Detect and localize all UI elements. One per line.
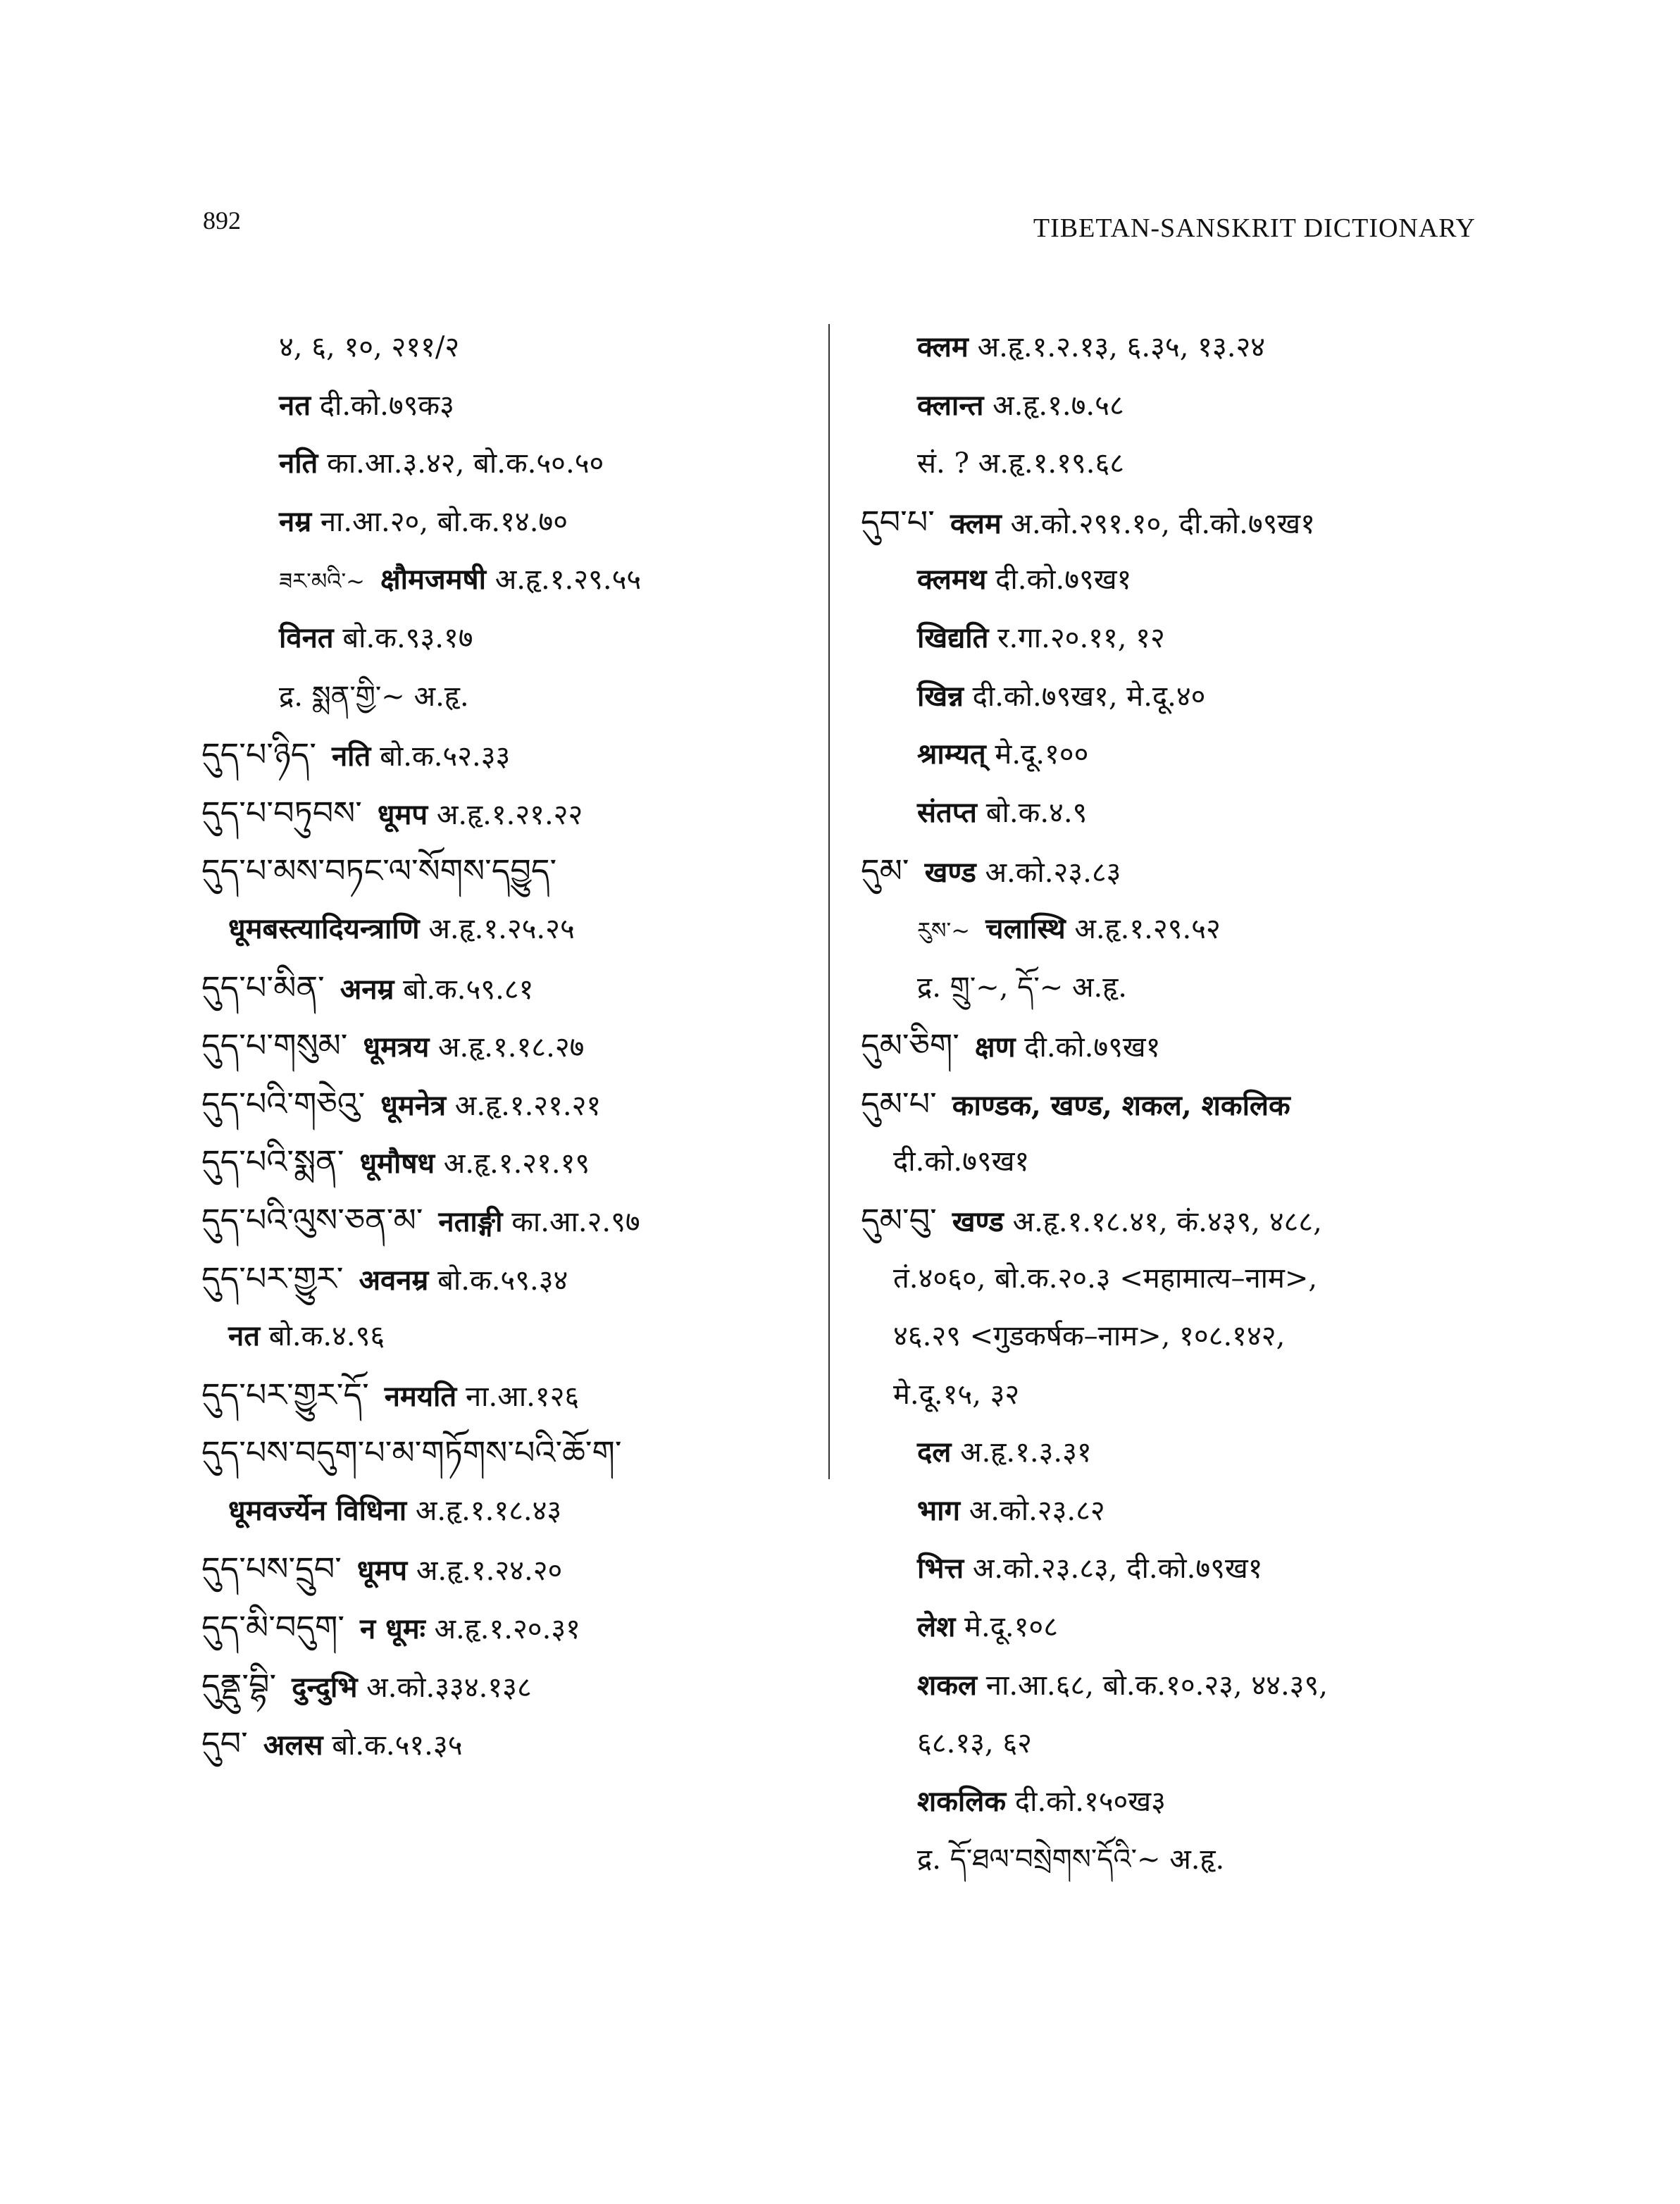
- dictionary-line: [201, 551, 807, 609]
- source-reference: दी.को.७९ख१, मे.दू.४०: [972, 680, 1206, 713]
- source-reference: तं.४०६०, बो.क.२०.३ <महामात्य–नाम>,: [893, 1262, 1318, 1295]
- left-column: [201, 318, 807, 1773]
- dictionary-line: [201, 842, 807, 900]
- sanskrit-equivalent: न धूमः: [360, 1612, 425, 1646]
- source-reference: अ.हृ.१.२.१३, ६.३५, १३.२४: [977, 331, 1266, 363]
- source-reference: द्र. སྨན་གྱི་~ अ.हृ.: [279, 680, 469, 713]
- source-reference: अ.हृ.१.२१.२१: [454, 1089, 602, 1122]
- source-reference: द्र. དོ་ཐལ་བསྲེགས་དོའི་~ अ.हृ.: [917, 1843, 1225, 1876]
- dictionary-line: [861, 726, 1495, 784]
- dictionary-line: [861, 784, 1495, 842]
- dictionary-line: [861, 1482, 1495, 1540]
- source-reference: बो.क.५९.३४: [437, 1264, 568, 1297]
- dictionary-line: [861, 668, 1495, 726]
- sanskrit-equivalent: चलास्थि: [985, 911, 1066, 945]
- sanskrit-equivalent: क्लमथ: [917, 563, 987, 597]
- sanskrit-equivalent: शकल: [917, 1668, 978, 1702]
- source-reference: अ.हृ.१.१८.२७: [438, 1031, 585, 1064]
- source-reference: द्र. གྲུ་~, དོ་~ अ.हृ.: [917, 971, 1127, 1004]
- dictionary-line: [861, 1250, 1495, 1308]
- source-reference: अ.हृ.१.३.३१: [960, 1436, 1092, 1469]
- dictionary-line: [861, 1424, 1495, 1482]
- dictionary-line: [201, 1657, 807, 1715]
- sanskrit-equivalent: लेश: [917, 1610, 956, 1644]
- tibetan-headword: དུད་པ་བཏུབས་: [201, 793, 362, 832]
- source-reference: बो.क.९३.१७: [342, 621, 473, 654]
- dictionary-line: [861, 435, 1495, 493]
- sanskrit-equivalent: काण्डक, खण्ड, शकल, शकलिक: [952, 1088, 1290, 1122]
- tibetan-headword: དུད་པ་མས་བཏང་ལ་སོགས་དབྱུད་: [201, 852, 557, 890]
- column-divider: [828, 324, 830, 1479]
- source-reference: दी.को.१५०ख३: [1014, 1785, 1166, 1818]
- sanskrit-equivalent: नति: [279, 447, 318, 480]
- sanskrit-equivalent: धूमवर्ज्येन विधिना: [228, 1493, 407, 1527]
- sanskrit-equivalent: श्राम्यत्: [917, 737, 986, 771]
- dictionary-line: [861, 959, 1495, 1017]
- sanskrit-equivalent: धूमनेत्र: [380, 1088, 447, 1122]
- tibetan-headword: དུམ་པ་: [861, 1084, 937, 1123]
- sanskrit-equivalent: खण्ड: [952, 1204, 1004, 1238]
- dictionary-line: [201, 1482, 807, 1540]
- sanskrit-equivalent: धूमप: [377, 797, 428, 831]
- sanskrit-equivalent: अनम्र: [340, 972, 394, 1006]
- dictionary-line: [861, 842, 1495, 900]
- source-reference: ४६.२९ <गुडकर्षक–नाम>, १०८.१४२,: [893, 1320, 1286, 1353]
- source-reference: मे.दू.१५, ३२: [893, 1378, 1020, 1411]
- sanskrit-equivalent: शकलिक: [917, 1784, 1007, 1818]
- dictionary-line: [861, 1831, 1495, 1889]
- tibetan-headword: དུད་པ་མིན་: [201, 968, 325, 1007]
- sanskrit-equivalent: क्लम: [917, 330, 969, 363]
- dictionary-line: [201, 1307, 807, 1366]
- source-reference: अ.हृ.१.२०.३१: [434, 1613, 580, 1646]
- source-reference: ना.आ.२०, बो.क.१४.७०: [320, 505, 568, 538]
- dictionary-line: [201, 1540, 807, 1598]
- dictionary-line: [201, 784, 807, 842]
- dictionary-line: [201, 1250, 807, 1308]
- dictionary-line: [201, 493, 807, 552]
- source-reference: अ.को.२३.८३: [985, 857, 1121, 890]
- dictionary-line: [861, 1598, 1495, 1657]
- source-reference: बो.क.४.९: [985, 796, 1088, 829]
- sanskrit-equivalent: धूमौषध: [359, 1147, 435, 1181]
- tibetan-headword: དུམ་ཅིག་: [861, 1026, 959, 1065]
- source-reference: अ.हृ.१.२९.५२: [1074, 912, 1221, 945]
- dictionary-line: [861, 1307, 1495, 1366]
- sanskrit-equivalent: क्षौमजमषी: [380, 563, 487, 597]
- source-reference: का.आ.३.४२, बो.क.५०.५०: [327, 447, 604, 480]
- tibetan-headword: དུབ་: [201, 1724, 248, 1763]
- dictionary-line: [201, 726, 807, 784]
- tibetan-headword: དུམ་: [861, 852, 909, 890]
- sanskrit-equivalent: खिद्यति: [917, 621, 989, 654]
- tibetan-headword: དུད་པ་གསུམ་: [201, 1026, 348, 1065]
- sanskrit-equivalent: क्लान्त: [917, 388, 984, 422]
- dictionary-line: [861, 1657, 1495, 1715]
- source-reference: अ.हृ.१.२५.२५: [428, 912, 575, 945]
- tibetan-headword: དུད་པ་ཉིད་: [201, 735, 316, 774]
- source-reference: अ.हृ.१.२१.२२: [436, 798, 583, 831]
- tibetan-headword: དུད་པར་གྱུར་: [201, 1259, 344, 1297]
- sanskrit-equivalent: नत: [279, 388, 311, 422]
- source-reference: दी.को.७९ख१: [995, 564, 1132, 597]
- dictionary-line: [861, 1191, 1495, 1250]
- sanskrit-equivalent: दुन्दुभि: [292, 1670, 358, 1704]
- dictionary-line: [201, 1016, 807, 1075]
- dictionary-line: [861, 1366, 1495, 1424]
- source-reference: र.गा.२०.११, १२: [997, 621, 1165, 654]
- source-reference: बो.क.५२.३३: [380, 740, 511, 773]
- tibetan-headword: ཟར་མའི་~: [279, 568, 365, 595]
- sanskrit-equivalent: नमयति: [384, 1379, 457, 1413]
- dictionary-line: [201, 1424, 807, 1482]
- source-reference: अ.हृ.१.१८.४१, कं.४३९, ४८८,: [1012, 1205, 1322, 1238]
- source-reference: अ.हृ.१.१८.४३: [415, 1494, 562, 1527]
- dictionary-line: [861, 1075, 1495, 1133]
- sanskrit-equivalent: अलस: [263, 1729, 323, 1762]
- right-column: [861, 318, 1495, 1889]
- sanskrit-equivalent: खिन्न: [917, 679, 964, 713]
- dictionary-line: [861, 318, 1495, 377]
- dictionary-line: [201, 377, 807, 435]
- dictionary-line: [861, 1133, 1495, 1191]
- dictionary-line: [201, 959, 807, 1017]
- sanskrit-equivalent: नम्र: [279, 504, 312, 538]
- sanskrit-equivalent: धूमत्रय: [363, 1031, 430, 1064]
- dictionary-line: [861, 493, 1495, 552]
- dictionary-line: [201, 1366, 807, 1424]
- source-reference: अ.हृ.१.२९.५५: [494, 564, 642, 597]
- sanskrit-equivalent: अवनम्र: [359, 1263, 429, 1297]
- dictionary-line: [861, 1714, 1495, 1773]
- dictionary-line: [201, 668, 807, 726]
- sanskrit-equivalent: धूमबस्त्यादियन्त्राणि: [228, 911, 420, 945]
- tibetan-headword: དུད་པའི་སྨན་: [201, 1143, 344, 1181]
- source-reference: दी.को.७९ख१: [893, 1145, 1030, 1178]
- dictionary-line: [861, 1016, 1495, 1075]
- tibetan-headword: རུས་~: [917, 916, 971, 944]
- source-reference: ना.आ.६८, बो.क.१०.२३, ४४.३९,: [985, 1669, 1328, 1702]
- dictionary-line: [861, 900, 1495, 959]
- tibetan-headword: དུད་པས་དྲུབ་: [201, 1550, 342, 1588]
- tibetan-headword: དུད་པའི་ལུས་ཅན་མ་: [201, 1200, 423, 1239]
- source-reference: ना.आ.१२६: [465, 1380, 580, 1413]
- sanskrit-equivalent: भाग: [917, 1493, 960, 1527]
- source-reference: अ.को.२९१.१०, दी.को.७९ख१: [1010, 507, 1315, 540]
- sanskrit-equivalent: संतप्त: [917, 795, 977, 829]
- dictionary-line: [201, 1133, 807, 1191]
- dictionary-line: [201, 1714, 807, 1773]
- source-reference: सं. ? अ.हृ.१.१९.६८: [917, 447, 1125, 480]
- tibetan-headword: དུད་པའི་གཅེའུ་: [201, 1084, 366, 1123]
- source-reference: अ.को.२३.८३, दी.को.७९ख१: [972, 1552, 1263, 1586]
- tibetan-headword: དུད་པར་གྱུར་དོ་: [201, 1375, 369, 1414]
- dictionary-line: [201, 1075, 807, 1133]
- sanskrit-equivalent: क्षण: [974, 1031, 1016, 1064]
- source-reference: अ.को.२३.८२: [969, 1494, 1105, 1527]
- source-reference: बो.क.५९.८१: [403, 973, 534, 1006]
- dictionary-line: [201, 435, 807, 493]
- dictionary-line: [861, 551, 1495, 609]
- sanskrit-equivalent: नत: [228, 1319, 260, 1353]
- page-number: 892: [203, 206, 241, 235]
- source-reference: बो.क.५१.३५: [332, 1729, 463, 1762]
- sanskrit-equivalent: भित्त: [917, 1552, 964, 1586]
- tibetan-headword: དུབ་པ་: [861, 502, 935, 541]
- source-reference: दी.को.७९ख१: [1024, 1031, 1161, 1064]
- sanskrit-equivalent: क्लम: [950, 506, 1002, 540]
- dictionary-line: [201, 1598, 807, 1657]
- source-reference: का.आ.२.९७: [511, 1205, 640, 1238]
- sanskrit-equivalent: खण्ड: [924, 856, 976, 890]
- dictionary-line: [201, 900, 807, 959]
- dictionary-line: [201, 318, 807, 377]
- sanskrit-equivalent: नति: [331, 740, 371, 773]
- source-reference: बो.क.४.९६: [268, 1320, 385, 1353]
- tibetan-headword: དུད་པས་བདུག་པ་མ་གཏོགས་པའི་ཆོ་ག་: [201, 1433, 622, 1472]
- dictionary-line: [861, 609, 1495, 668]
- dictionary-line: [201, 1191, 807, 1250]
- source-reference: अ.हृ.१.७.५८: [993, 389, 1124, 422]
- sanskrit-equivalent: नताङ्गी: [438, 1204, 503, 1238]
- sanskrit-equivalent: धूमप: [356, 1554, 408, 1588]
- running-title: TIBETAN-SANSKRIT DICTIONARY: [1033, 213, 1476, 243]
- dictionary-line: [861, 377, 1495, 435]
- dictionary-line: [861, 1540, 1495, 1598]
- source-reference: दी.को.७९क३: [319, 389, 454, 422]
- sanskrit-equivalent: दल: [917, 1436, 952, 1469]
- source-reference: ६८.१३, ६२: [917, 1727, 1032, 1760]
- dictionary-line: [201, 609, 807, 668]
- source-reference: मे.दू.१००: [995, 738, 1089, 771]
- source-reference: अ.को.३३४.१३८: [366, 1671, 532, 1704]
- sanskrit-equivalent: विनत: [279, 621, 334, 654]
- tibetan-headword: དུད་མི་བདུག་: [201, 1608, 345, 1647]
- tibetan-headword: དུནྡུ་བྷི་: [201, 1666, 277, 1705]
- dictionary-line: [861, 1773, 1495, 1831]
- source-reference: ४, ६, १०, २११/२: [279, 331, 460, 363]
- tibetan-headword: དུམ་བུ་: [861, 1200, 937, 1239]
- source-reference: मे.दू.१०८: [964, 1611, 1059, 1644]
- source-reference: अ.हृ.१.२४.२०: [416, 1555, 563, 1588]
- source-reference: अ.हृ.१.२१.१९: [443, 1147, 590, 1181]
